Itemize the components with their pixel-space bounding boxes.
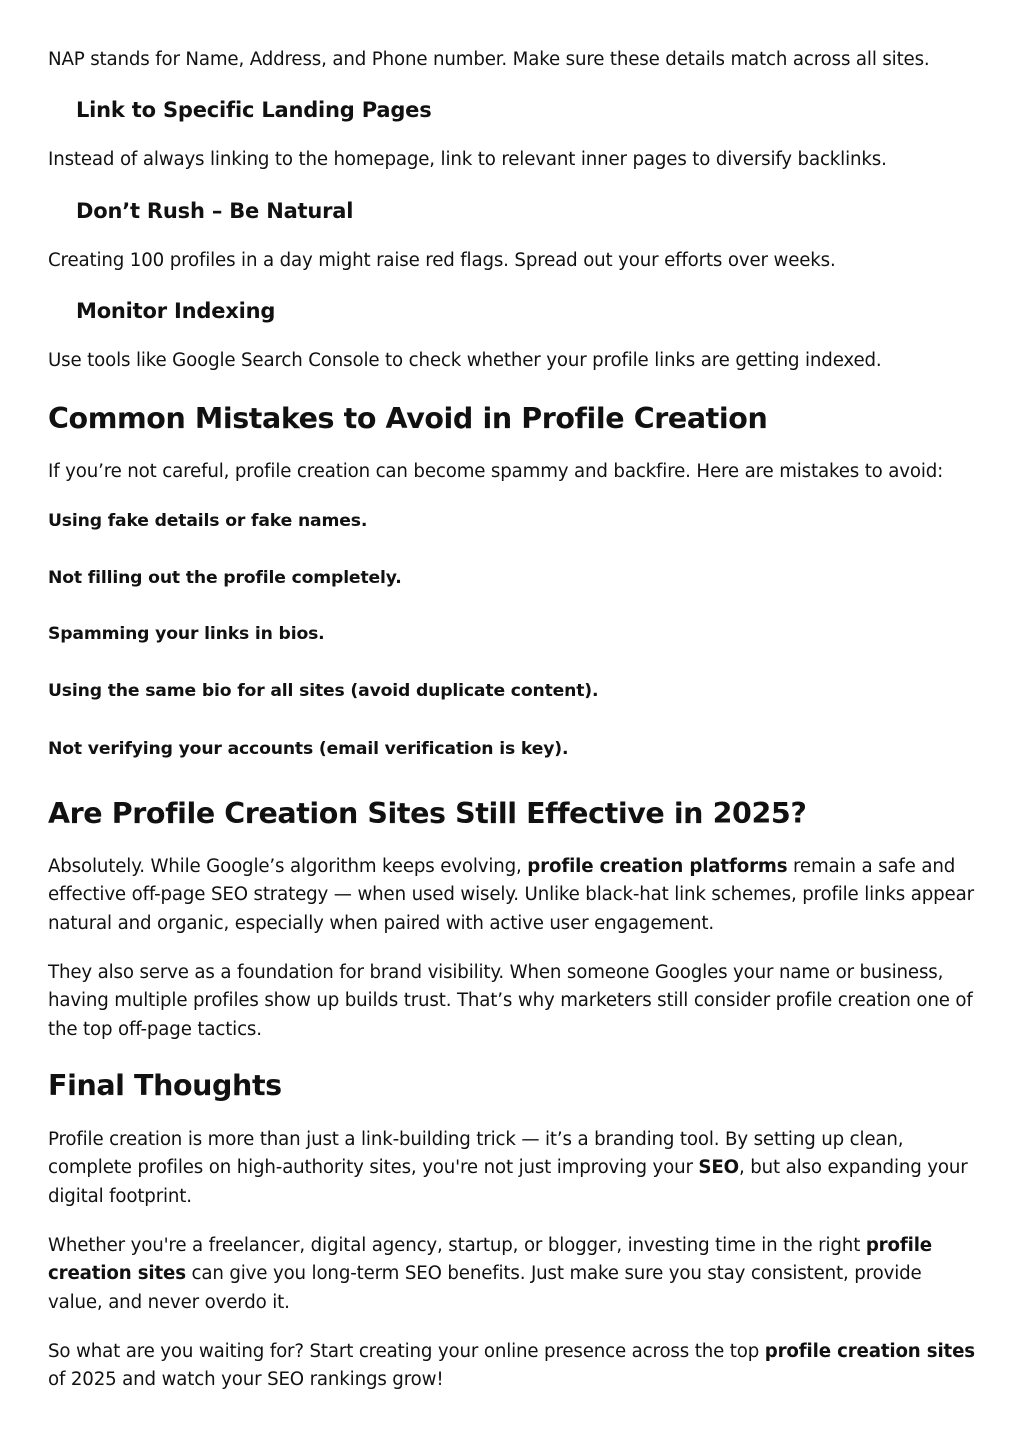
tip-text-dont-rush: Creating 100 profiles in a day might raise red flags. Spread out your efforts over weeks.	[48, 250, 836, 271]
final-paragraph-3: So what are you waiting for? Start creating your online presence across the top profile creation sites of 2025 and watch your SEO rankings grow!	[48, 1341, 975, 1391]
section-heading-final-thoughts: Final Thoughts	[48, 1069, 282, 1102]
mistake-item: Not verifying your accounts (email verification is key).	[48, 739, 569, 759]
tip-heading-dont-rush: Don’t Rush – Be Natural	[76, 199, 354, 223]
mistake-item: Using the same bio for all sites (avoid duplicate content).	[48, 681, 599, 701]
mistake-item: Using fake details or fake names.	[48, 511, 368, 531]
tip-heading-monitor-indexing: Monitor Indexing	[76, 299, 276, 323]
tip-heading-landing-pages: Link to Specific Landing Pages	[76, 98, 432, 122]
tip-text-landing-pages: Instead of always linking to the homepage, link to relevant inner pages to diversify backlinks.	[48, 149, 887, 170]
bold-phrase: profile creation sites	[764, 1341, 975, 1362]
section-heading-common-mistakes: Common Mistakes to Avoid in Profile Creation	[48, 402, 768, 435]
bold-phrase: profile creation platforms	[527, 856, 788, 877]
mistakes-intro: If you’re not careful, profile creation can become spammy and backfire. Here are mistakes to avoid:	[48, 461, 944, 482]
bold-phrase: SEO	[698, 1157, 739, 1179]
section-heading-still-effective: Are Profile Creation Sites Still Effective in 2025?	[48, 797, 807, 830]
bold-phrase: profile creation sites	[48, 1235, 932, 1285]
effective-paragraph-2: They also serve as a foundation for brand visibility. When someone Googles your name or business, having multiple profiles show up builds trust. That’s why marketers still consider profile creation one of the top off-page tactics.	[48, 962, 973, 1040]
final-paragraph-1: Profile creation is more than just a link-building trick — it’s a branding tool. By setting up clean, complete profiles on high-authority sites, you're not just improving your SEO, but also expanding your digital footprint.	[48, 1129, 968, 1207]
mistake-item: Spamming your links in bios.	[48, 624, 325, 644]
final-paragraph-2: Whether you're a freelancer, digital agency, startup, or blogger, investing time in the right profile creation sites can give you long-term SEO benefits. Just make sure you stay consistent, provide value, and never overdo it.	[48, 1235, 932, 1313]
effective-paragraph-1: Absolutely. While Google’s algorithm keeps evolving, profile creation platforms remain a safe and effective off-page SEO strategy — when used wisely. Unlike black-hat link schemes, profile links appear natural and organic, especially when paired with active user engagement.	[48, 856, 974, 934]
tip-text-monitor-indexing: Use tools like Google Search Console to check whether your profile links are getting indexed.	[48, 350, 882, 371]
mistake-item: Not filling out the profile completely.	[48, 568, 402, 588]
nap-paragraph: NAP stands for Name, Address, and Phone number. Make sure these details match across all sites.	[48, 49, 930, 70]
